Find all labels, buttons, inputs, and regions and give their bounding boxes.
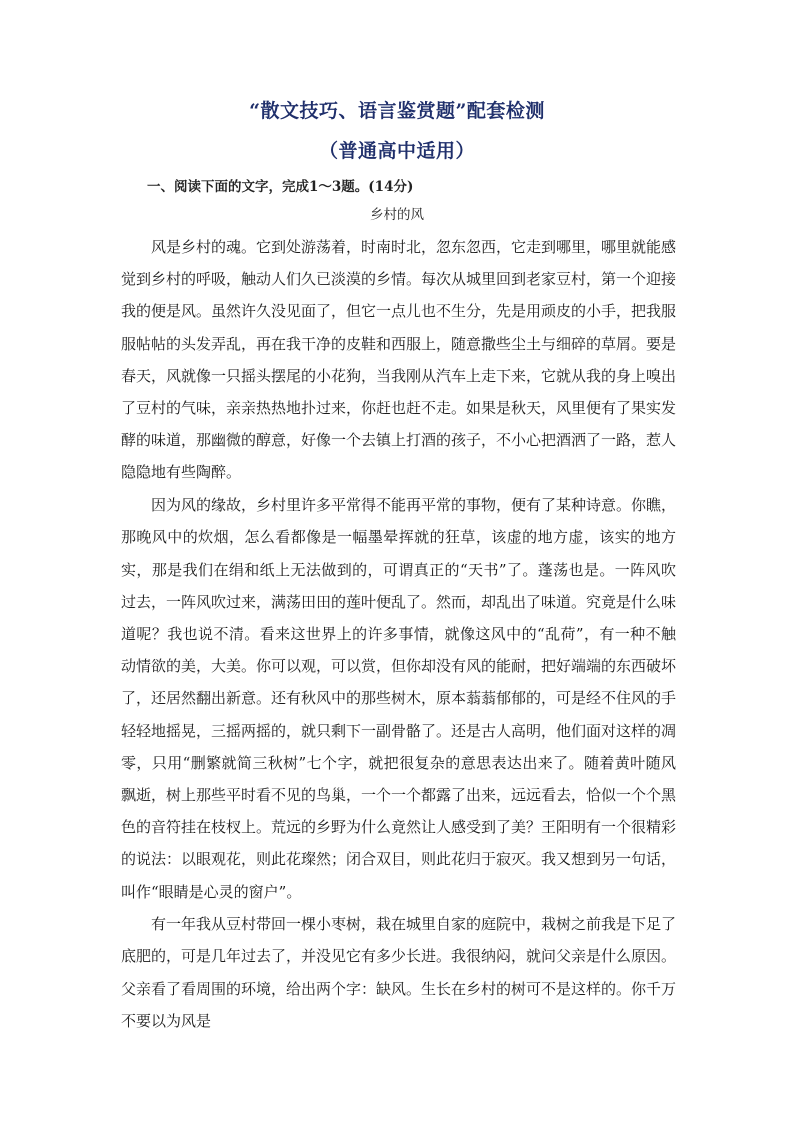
question-instruction: 一、阅读下面的文字，完成1～3题。(14分)	[147, 179, 414, 195]
article-title: 乡村的风	[370, 207, 424, 223]
article-paragraph: 有一年我从豆村带回一棵小枣树，栽在城里自家的庭院中，栽树之前我是下足了底肥的，可是几年过去了，并没见它有多少长进。我很纳闷，就问父亲是什么原因。父亲看了看周围的环境，给出两个字：缺风。生长在乡村的树可不是这样的。你千万不要以为风是	[121, 915, 677, 1030]
page-title: “散文技巧、语言鉴赏题”配套检测	[249, 100, 545, 122]
article-paragraph: 风是乡村的魂。它到处游荡着，时南时北，忽东忽西，它走到哪里，哪里就能感觉到乡村的呼吸，触动人们久已淡漠的乡情。每次从城里回到老家豆村，第一个迎接我的便是风。虽然许久没见面了，但它一点儿也不生分，先是用顽皮的小手，把我服服帖帖的头发弄乱，再在我干净的皮鞋和西服上，随意撒些尘土与细碎的草屑。要是春天，风就像一只摇头摆尾的小花狗，当我刚从汽车上走下来，它就从我的身上嗅出了豆村的气味，亲亲热热地扑过来，你赶也赶不走。如果是秋天，风里便有了果实发酵的味道，那幽微的醇意，好像一个去镇上打酒的孩子，不小心把酒洒了一路，惹人隐隐地有些陶醉。	[121, 238, 677, 482]
article-body	[121, 231, 676, 1038]
article-paragraph: 因为风的缘故，乡村里许多平常得不能再平常的事物，便有了某种诗意。你瞧，那晚风中的炊烟，怎么看都像是一幅墨晕挥就的狂草，该虚的地方虚，该实的地方实，那是我们在绢和纸上无法做到的，可谓真正的“天书”了。蓬荡也是。一阵风吹过去，一阵风吹过来，满荡田田的莲叶便乱了。然而，却乱出了味道。究竟是什么味道呢？我也说不清。看来这世界上的许多事情，就像这风中的“乱荷”，有一种不触动情欲的美，大美。你可以观，可以赏，但你却没有风的能耐，把好端端的东西破坏了，还居然翻出新意。还有秋风中的那些树木，原本蓊蓊郁郁的，可是经不住风的手轻轻地摇晃，三摇两摇的，就只剩下一副骨骼了。还是古人高明，他们面对这样的凋零，只用“删繁就简三秋树”七个字，就把很复杂的意思表达出来了。随着黄叶随风飘逝，树上那些平时看不见的鸟巢，一个一个都露了出来，远远看去，恰似一个个黑色的音符挂在枝杈上。荒远的乡野为什么竟然让人感受到了美？王阳明有一个很精彩的说法：以眼观花，则此花璨然；闭合双目，则此花归于寂灭。我又想到另一句话，叫作“眼睛是心灵的窗户”。	[121, 496, 677, 901]
page-subtitle: （普通高中适用）	[318, 140, 475, 162]
